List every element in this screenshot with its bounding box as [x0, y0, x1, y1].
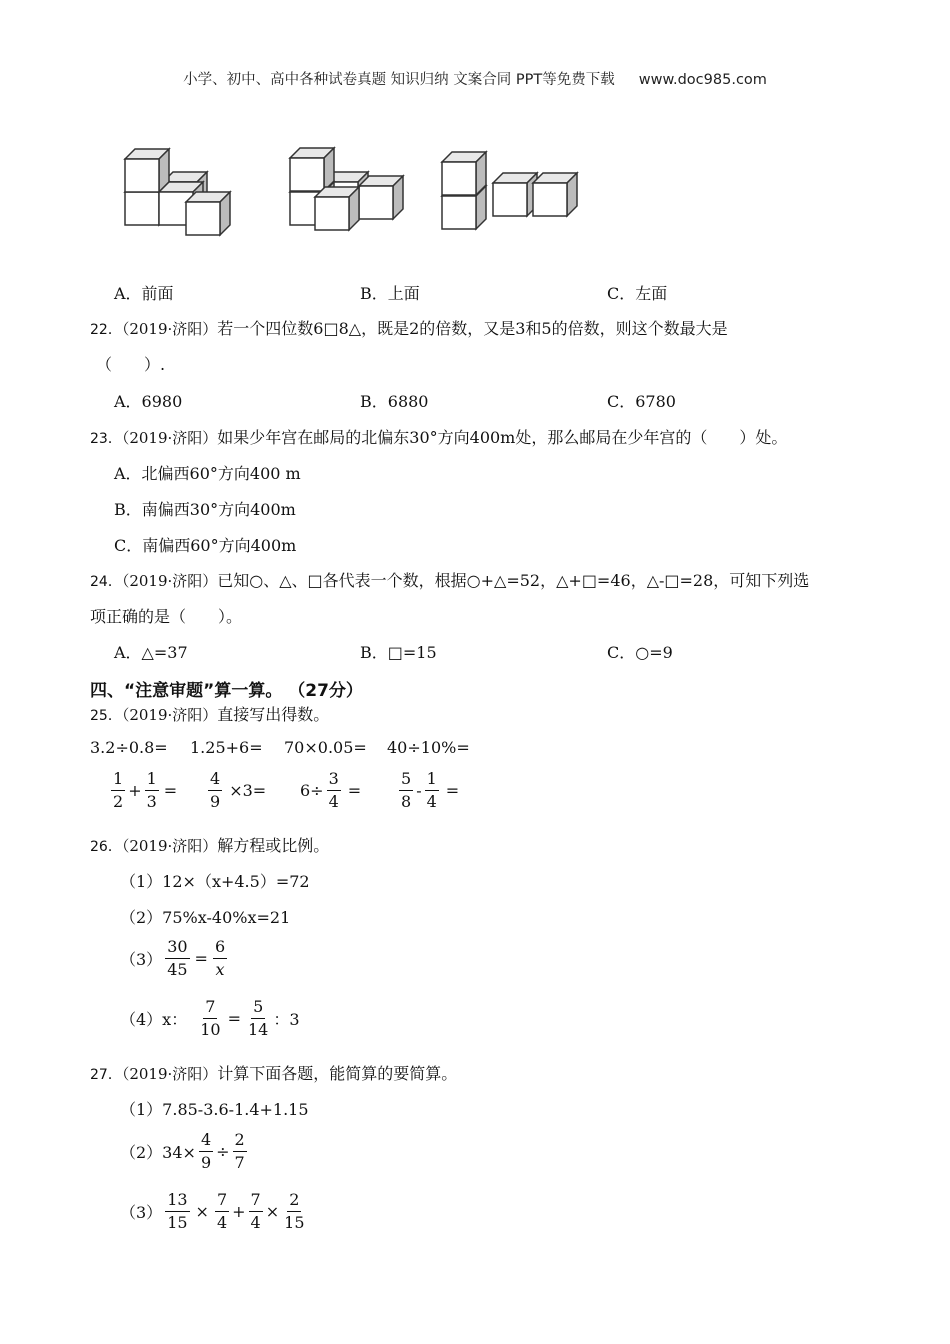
- section-title: 四、“注意审题”算一算。 （27分）: [90, 681, 363, 701]
- cube-figure-3: [442, 152, 577, 229]
- q22-option-b[interactable]: B．6880: [360, 392, 429, 411]
- q25-fraction-4: $\frac{5}{8}$ - $\frac{1}{4}$ =: [401, 769, 460, 811]
- question-source: （2019·济阳）: [121, 320, 218, 338]
- q27-part-1: （1）7.85-3.6-1.4+1.15: [120, 1100, 309, 1119]
- q23-option-c[interactable]: C．南偏西60°方向400m: [114, 536, 297, 555]
- fraction: $\frac{7}{4}$: [216, 1190, 228, 1232]
- question-number: 26．: [90, 839, 122, 855]
- q24-option-c[interactable]: C．○=9: [607, 643, 673, 662]
- question-number: 22．: [90, 322, 122, 338]
- q21-option-b[interactable]: B．上面: [360, 284, 420, 303]
- fraction: $\frac{1}{4}$: [426, 769, 437, 811]
- question-source: （2019·济阳）: [121, 429, 218, 447]
- q25-item-2: 1.25+6=: [190, 738, 263, 757]
- fraction: $\frac{5}{14}$: [247, 997, 269, 1039]
- q23-option-a[interactable]: A．北偏西60°方向400 m: [114, 464, 301, 483]
- question-number: 25．: [90, 708, 122, 724]
- cube-figure-2: [290, 148, 403, 230]
- question-source: （2019·济阳）: [121, 706, 218, 724]
- q26-part-1: （1）12×（x+4.5）=72: [120, 872, 310, 891]
- header-url[interactable]: www.doc985.com: [638, 72, 767, 88]
- q24-option-b[interactable]: B．□=15: [360, 643, 437, 662]
- fraction: $\frac{5}{8}$: [401, 769, 412, 811]
- q25-fraction-2: $\frac{4}{9}$ ×3=: [210, 769, 267, 811]
- question-text: 已知○、△、□各代表一个数，根据○+△=52，△+□=46，△-□=28，可知下列选: [217, 571, 810, 590]
- fraction: $\frac{1}{3}$: [146, 769, 157, 811]
- q26-part-3: （3） $\frac{30}{45}$ = $\frac{6}{x}$: [120, 937, 226, 979]
- question-text: 解方程或比例。: [217, 836, 330, 855]
- q26-stem: [90, 833, 329, 856]
- question-text: 直接写出得数。: [217, 705, 330, 724]
- q22-option-a[interactable]: A．6980: [114, 392, 183, 411]
- question-source: （2019·济阳）: [121, 1065, 218, 1083]
- q27-part-3: （3） $\frac{13}{15}$ × $\frac{7}{4}$ + $\frac{7}{4}$ × $\frac{2}{15}$: [120, 1190, 305, 1232]
- fraction: $\frac{7}{4}$: [250, 1190, 261, 1232]
- q23-option-b[interactable]: B．南偏西30°方向400m: [114, 500, 296, 519]
- q24-option-a[interactable]: A．△=37: [114, 643, 188, 662]
- q26-part-4: （4）x： $\frac{7}{10}$ = $\frac{5}{14}$ ：3: [120, 997, 300, 1039]
- fraction: $\frac{2}{15}$: [284, 1190, 305, 1232]
- q25-fraction-3: 6÷ $\frac{3}{4}$ =: [300, 769, 362, 811]
- q21-option-c[interactable]: C．左面: [607, 284, 668, 303]
- question-text: 若一个四位数6□8△，既是2的倍数，又是3和5的倍数，则这个数最大是: [217, 319, 728, 338]
- page-header: [0, 68, 950, 89]
- fraction: $\frac{2}{7}$: [234, 1130, 245, 1172]
- cube-figures: [118, 145, 598, 245]
- q25-fraction-1: $\frac{1}{2}$ + $\frac{1}{3}$ =: [113, 769, 178, 811]
- q21-option-a[interactable]: A．前面: [114, 284, 174, 303]
- q22-blank: （ ）.: [96, 355, 166, 374]
- question-text: 计算下面各题，能简算的要简算。: [217, 1064, 458, 1083]
- q22-stem: [90, 316, 728, 339]
- question-source: （2019·济阳）: [121, 572, 218, 590]
- fraction: $\frac{13}{15}$: [167, 1190, 188, 1232]
- fraction: $\frac{30}{45}$: [167, 937, 188, 979]
- q26-part-2: （2）75%x-40%x=21: [120, 908, 291, 927]
- fraction: $\frac{3}{4}$: [328, 769, 339, 811]
- question-number: 27．: [90, 1067, 122, 1083]
- question-text: 如果少年宫在邮局的北偏东30°方向400m处，那么邮局在少年宫的（ ）处。: [217, 428, 788, 447]
- question-number: 23．: [90, 431, 122, 447]
- fraction: $\frac{4}{9}$: [210, 769, 221, 811]
- q27-stem: [90, 1061, 457, 1084]
- fraction: $\frac{4}{9}$: [200, 1130, 212, 1172]
- question-source: （2019·济阳）: [121, 837, 218, 855]
- q25-stem: [90, 702, 329, 725]
- q27-part-2: （2）34× $\frac{4}{9}$ ÷ $\frac{2}{7}$: [120, 1130, 245, 1172]
- q24-stem: [90, 568, 809, 591]
- question-number: 24．: [90, 574, 122, 590]
- q22-option-c[interactable]: C．6780: [607, 392, 676, 411]
- q24-stem-cont: 项正确的是（ ）。: [90, 607, 243, 626]
- cube-figure-1: [125, 149, 230, 235]
- q23-stem: [90, 425, 787, 448]
- fraction: $\frac{7}{10}$: [200, 997, 221, 1039]
- q25-item-4: 40÷10%=: [387, 738, 470, 757]
- fraction: $\frac{1}{2}$: [113, 769, 124, 811]
- fraction: $\frac{6}{x}$: [214, 937, 226, 979]
- header-text: 小学、初中、高中各种试卷真题 知识归纳 文案合同 PPT等免费下载: [183, 72, 615, 88]
- q25-item-1: 3.2÷0.8=: [90, 738, 168, 757]
- q25-item-3: 70×0.05=: [284, 738, 367, 757]
